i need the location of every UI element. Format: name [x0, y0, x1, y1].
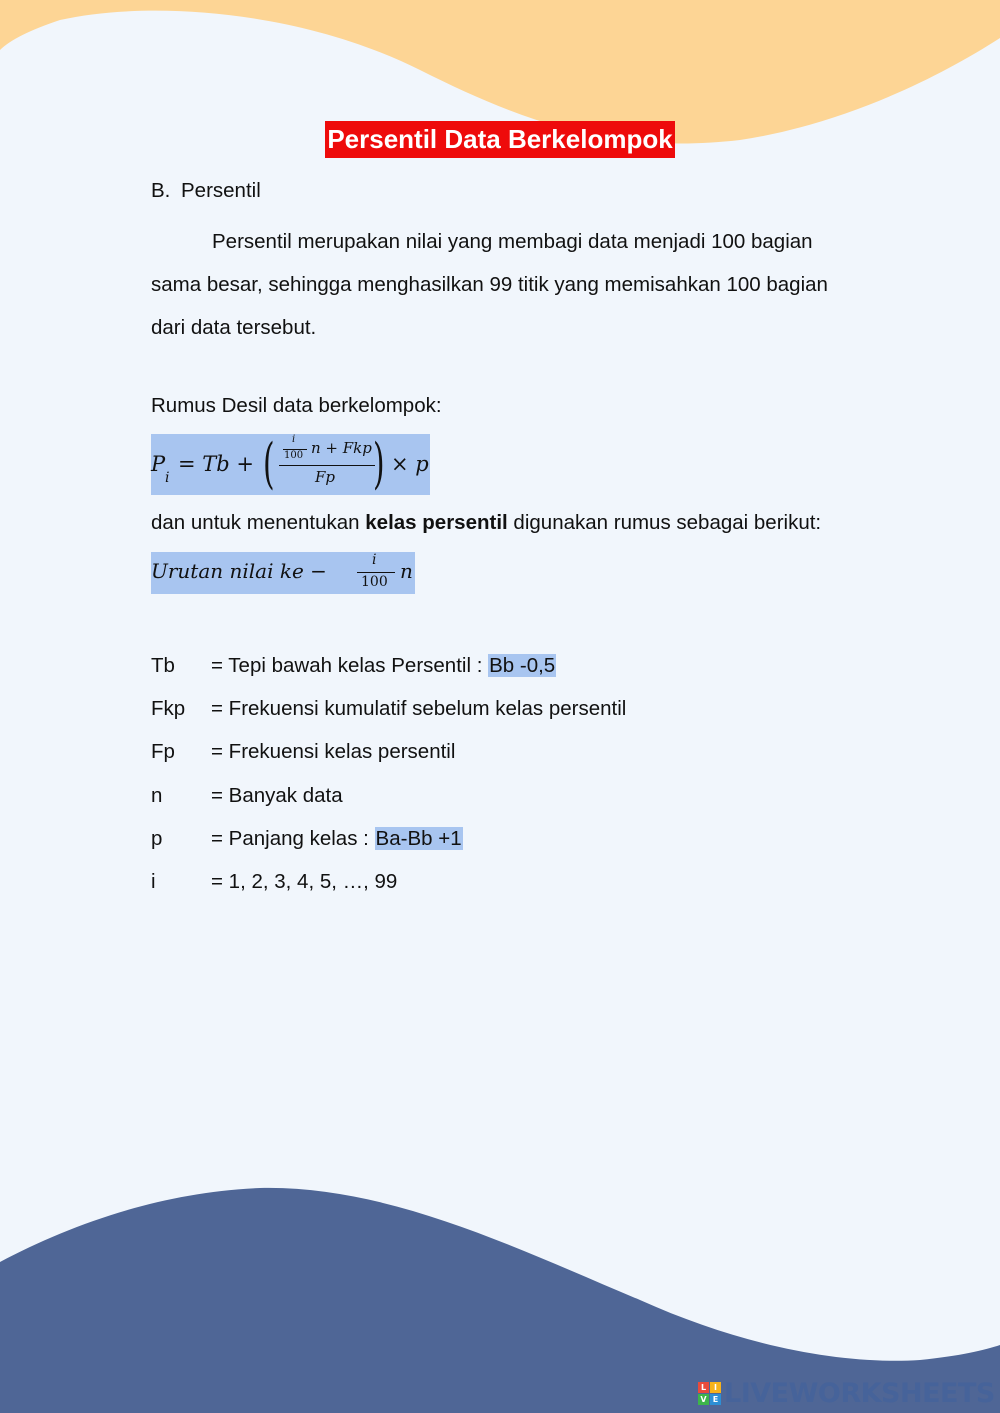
logo-grid-icon [698, 1382, 721, 1405]
definition-paragraph [151, 220, 851, 349]
paragraph-line: dari data tersebut. [151, 316, 317, 339]
numerator-rest: n + Fkp [311, 439, 372, 457]
definition-highlight: Bb -0,5 [489, 654, 556, 677]
definition-description: = Frekuensi kumulatif sebelum kelas persentil [211, 697, 627, 721]
formula-lhs: P [151, 452, 166, 476]
definition-description: = 1, 2, 3, 4, 5, …, 99 [211, 869, 398, 893]
intro-after: digunakan rumus sebagai berikut: [507, 511, 822, 534]
definition-text [211, 825, 463, 853]
formula2-denominator: 100 [361, 574, 388, 590]
logo-text: LIVEWORKSHEETS [724, 1377, 995, 1409]
definition-description: = Tepi bawah kelas Persentil : [211, 654, 489, 677]
definition-symbol: n [151, 783, 163, 807]
section-heading [151, 177, 261, 205]
formula-tail: × p [391, 452, 429, 476]
definition-symbol: Tb [151, 654, 175, 677]
liveworksheets-logo[interactable] [698, 1378, 995, 1408]
formula-equals: = Tb + [178, 452, 254, 476]
formula-lhs-subscript: i [165, 470, 170, 486]
definition-symbol: Fkp [151, 697, 186, 721]
inner-fraction-denominator: 100 [284, 450, 304, 461]
formula2-numerator: i [372, 552, 377, 568]
definition-highlight: Ba-Bb +1 [375, 826, 462, 850]
percentile-formula [151, 434, 430, 495]
definition-symbol: i [151, 869, 156, 893]
formula2-tail: n [400, 559, 413, 583]
intro-bold: kelas persentil [365, 511, 508, 534]
percentile-class-formula [151, 552, 415, 594]
main-fraction-denominator: Fp [315, 468, 336, 486]
logo-tile: V [698, 1394, 709, 1405]
logo-tile: L [698, 1382, 709, 1393]
paragraph-line: sama besar, sehingga menghasilkan 99 titik yang memisahkan 100 bagian [151, 273, 828, 296]
formula-title: Rumus Desil data berkelompok: [151, 394, 442, 417]
definition-text [211, 652, 556, 680]
definition-symbol: p [151, 826, 163, 850]
page-title: Persentil Data Berkelompok [325, 121, 675, 158]
definition-description: = Banyak data [211, 783, 343, 807]
logo-tile: E [710, 1394, 721, 1405]
inner-fraction-numerator: i [292, 434, 296, 445]
formula2-text: Urutan nilai ke − [151, 559, 327, 583]
definition-symbol: Fp [151, 740, 175, 764]
right-parenthesis: ) [373, 432, 385, 495]
section-heading-text: Persentil [181, 179, 261, 202]
left-parenthesis: ( [263, 432, 275, 495]
paragraph-line: Persentil merupakan nilai yang membagi data menjadi 100 bagian [212, 230, 813, 253]
definition-description: = Frekuensi kelas persentil [211, 740, 456, 764]
intro-sentence [151, 509, 821, 537]
intro-before: dan untuk menentukan [151, 511, 366, 534]
definition-description: = Panjang kelas : [211, 826, 375, 850]
logo-tile: I [710, 1382, 721, 1393]
section-letter: B. [151, 179, 171, 202]
main-fraction-bar [279, 465, 375, 466]
